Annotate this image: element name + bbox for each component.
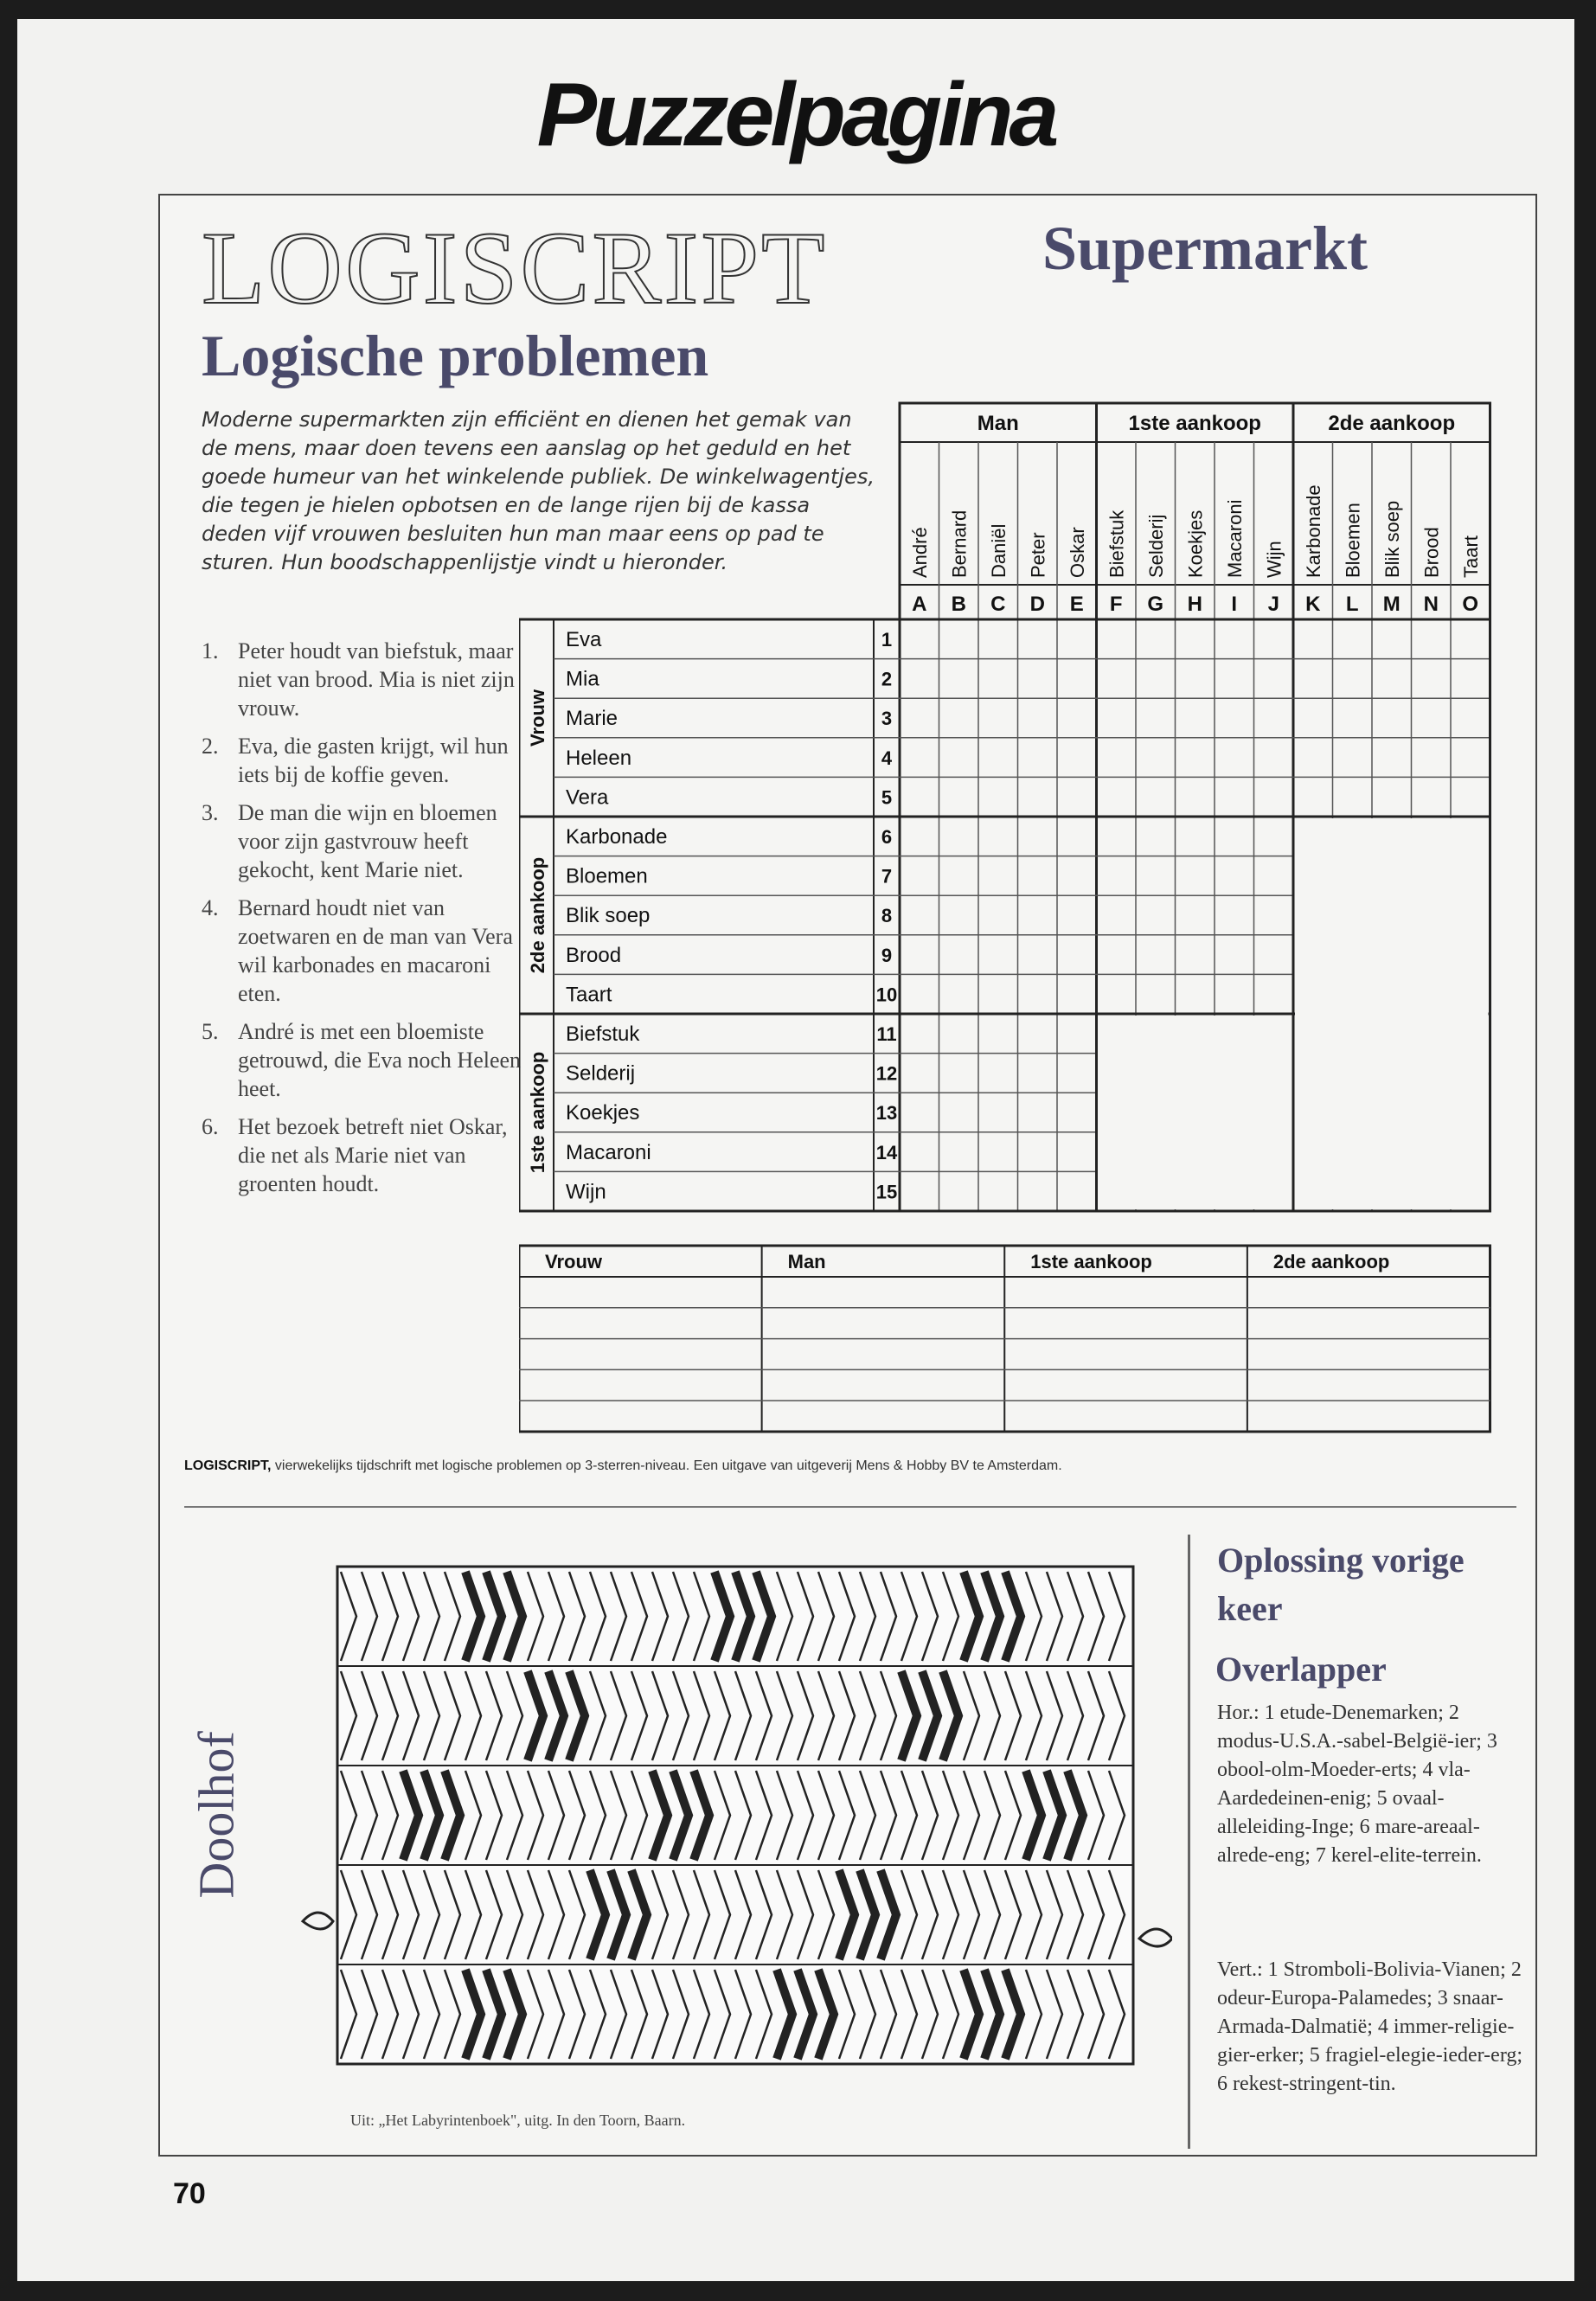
column-letter: D	[1029, 593, 1045, 616]
column-label: Brood	[1420, 527, 1443, 578]
row-number: 13	[875, 1102, 898, 1125]
column-letter: O	[1462, 593, 1479, 616]
column-label: Koekjes	[1184, 510, 1207, 578]
row-label: Marie	[566, 707, 619, 731]
column-label: Karbonade	[1302, 484, 1324, 578]
row-number: 15	[875, 1181, 898, 1203]
row-number: 10	[875, 984, 898, 1006]
logic-grid	[519, 299, 1505, 1458]
row-number: 14	[875, 1141, 898, 1163]
column-group-label: Man	[977, 412, 1019, 435]
row-label: Bloemen	[566, 864, 648, 888]
row-label: Taart	[566, 983, 612, 1007]
logiscript-subtitle: Logische problemen	[202, 323, 709, 388]
row-label: Biefstuk	[566, 1022, 640, 1046]
clue-item: 3. De man die wijn en bloemen voor zijn gastvrouw heeft gekocht, kent Marie niet.	[202, 800, 497, 882]
column-group-label: 1ste aankoop	[1128, 412, 1261, 435]
row-number: 12	[875, 1062, 898, 1085]
answer-column-header: Man	[787, 1251, 826, 1272]
row-label: Karbonade	[566, 825, 668, 849]
row-label: Eva	[566, 628, 602, 651]
row-label: Selderij	[566, 1061, 636, 1086]
column-letter: C	[990, 593, 1006, 616]
puzzle-title: Supermarkt	[1042, 214, 1368, 283]
column-label: André	[908, 527, 931, 578]
row-number: 11	[876, 1023, 897, 1045]
maze-end-hand-icon	[1139, 1929, 1172, 1946]
column-letter: H	[1187, 593, 1202, 616]
column-letter: I	[1231, 593, 1238, 616]
row-group-label: 1ste aankoop	[527, 1051, 548, 1174]
row-number: 1	[881, 629, 893, 651]
column-label: Blik soep	[1381, 500, 1403, 578]
column-letter: M	[1382, 593, 1401, 616]
row-label: Macaroni	[566, 1140, 651, 1164]
maze-credit: Uit: „Het Labyrintenboek", uitg. In den Toorn, Baarn.	[350, 2112, 686, 2129]
clue-list	[202, 637, 522, 1208]
column-letter: J	[1267, 593, 1279, 616]
column-label: Daniël	[987, 523, 1010, 578]
clue-item: 6. Het bezoek betreft niet Oskar, die net als Marie niet van groenten houdt.	[202, 1114, 508, 1196]
row-number: 6	[881, 826, 893, 848]
row-group-label: Vrouw	[527, 689, 548, 747]
row-label: Wijn	[566, 1180, 606, 1204]
row-label: Koekjes	[566, 1101, 640, 1125]
page-number: 70	[173, 2177, 206, 2210]
column-letter: N	[1423, 593, 1439, 616]
row-number: 3	[881, 708, 893, 730]
column-group-label: 2de aankoop	[1328, 412, 1456, 435]
page	[17, 19, 1574, 2281]
logiscript-frame	[158, 194, 1537, 2157]
solution-title: Oplossing vorige keer	[1217, 1541, 1465, 1628]
clue-item: 1. Peter houdt van biefstuk, maar niet van brood. Mia is niet zijn vrouw.	[202, 638, 515, 721]
column-letter: A	[912, 593, 927, 616]
clue-item: 5. André is met een bloemiste getrouwd, die Eva noch Heleen heet.	[202, 1019, 522, 1101]
column-letter: B	[951, 593, 966, 616]
column-label: Peter	[1027, 532, 1049, 578]
column-divider	[1188, 1535, 1190, 2149]
row-label: Vera	[566, 785, 609, 810]
row-group-label: 2de aankoop	[527, 856, 548, 974]
column-label: Selderij	[1144, 514, 1167, 578]
maze	[238, 1554, 1172, 2107]
column-letter: L	[1345, 593, 1359, 616]
answer-column-header: 1ste aankoop	[1030, 1251, 1152, 1272]
column-label: Wijn	[1263, 541, 1285, 578]
solution-vertical: Vert.: 1 Stromboli-Bolivia-Vianen; 2 odeur-Europa-Palamedes; 3 snaar-Armada-Dalmatië; 4 immer-religie-gier-erker; 5 fragiel-elegie-ieder-erg; 6 rekest-stringent-tin.	[1217, 1958, 1523, 2095]
maze-title: Doolhof	[188, 1731, 245, 1899]
column-label: Bernard	[948, 510, 971, 578]
column-label: Bloemen	[1342, 503, 1364, 578]
unused-block-fill	[1295, 818, 1489, 1209]
answer-column-header: Vrouw	[545, 1251, 603, 1272]
intro-text: Moderne supermarkten zijn efficiënt en dienen het gemak van de mens, maar doen tevens een aanslag op het geduld en het goede humeur van het winkelende publiek. De winkelwagentjes, die tegen je hielen opbotsen en de lange rijen bij de kassa deden vijf vrouwen besluiten hun man maar eens op pad te sturen. Hun boodschappenlijstje vindt u hieronder.	[202, 407, 875, 574]
answer-column-header: 2de aankoop	[1272, 1251, 1390, 1272]
row-number: 8	[881, 905, 893, 927]
row-label: Blik soep	[566, 904, 651, 928]
row-number: 7	[881, 865, 893, 888]
row-number: 4	[881, 747, 893, 769]
column-letter: G	[1147, 593, 1164, 616]
row-label: Mia	[566, 667, 599, 691]
row-label: Heleen	[566, 746, 632, 770]
section-divider	[184, 1506, 1516, 1508]
column-label: Macaroni	[1223, 499, 1246, 578]
column-label: Taart	[1459, 535, 1482, 578]
column-label: Biefstuk	[1106, 510, 1128, 578]
page-title: Puzzelpagina	[536, 65, 1055, 165]
row-label: Brood	[566, 943, 622, 967]
column-label: Oskar	[1066, 527, 1088, 578]
maze-start-hand-icon	[303, 1913, 333, 1929]
logiscript-logo: LOGISCRIPT	[202, 210, 828, 325]
row-number: 5	[881, 786, 893, 809]
column-letter: E	[1069, 593, 1084, 616]
clue-item: 4. Bernard houdt niet van zoetwaren en de man van Vera wil karbonades en macaroni eten.	[202, 895, 513, 1006]
clue-item: 2. Eva, die gasten krijgt, wil hun iets bij de koffie geven.	[202, 734, 509, 787]
solution-puzzle-name: Overlapper	[1215, 1650, 1387, 1689]
logiscript-footer: LOGISCRIPT, vierwekelijks tijdschrift met logische problemen op 3-sterren-niveau. Een uitgave van uitgeverij Mens & Hobby BV te Amsterdam.	[184, 1458, 1062, 1473]
row-number: 9	[881, 944, 893, 966]
column-letter: K	[1305, 593, 1321, 616]
column-letter: F	[1109, 593, 1123, 616]
solution-horizontal: Hor.: 1 etude-Denemarken; 2 modus-U.S.A.-sabel-België-ier; 3 obool-olm-Moeder-erts; 4 vla-Aardedeinen-enig; 5 ovaal-alleleiding-Inge; 6 mare-areaal-alrede-eng; 7 kerel-elite-terrein.	[1217, 1702, 1497, 1867]
row-number: 2	[881, 668, 893, 690]
unused-block-fill	[1099, 1016, 1292, 1209]
